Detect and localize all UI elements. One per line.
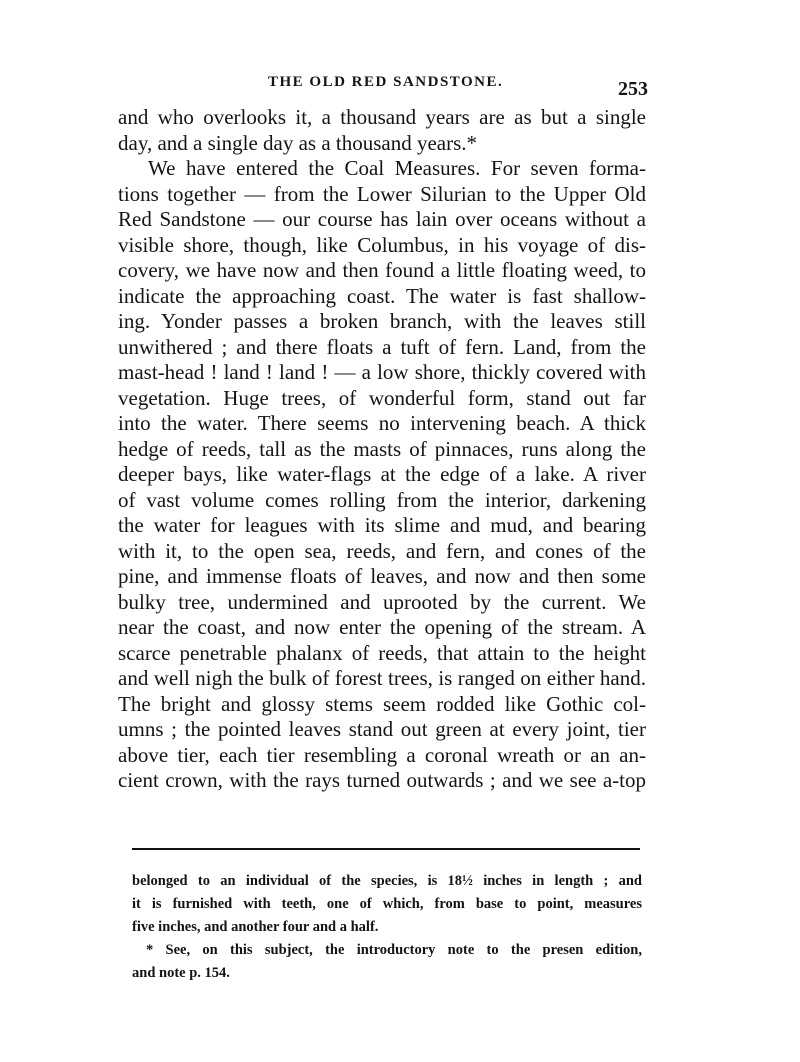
text-line: unwithered ; and there floats a tuft of fern. Land, from the <box>118 334 646 359</box>
footnote-line: five inches, and another four and a half. <box>132 919 379 935</box>
running-title: THE OLD RED SANDSTONE. <box>268 74 504 90</box>
text-line: The bright and glossy stems seem rodded like Gothic col- <box>118 691 646 716</box>
text-line: of vast volume comes rolling from the interior, darkening <box>118 487 646 512</box>
text-line: indicate the approaching coast. The water is fast shallow- <box>118 283 646 308</box>
text-line: hedge of reeds, tall as the masts of pinnaces, runs along the <box>118 436 646 461</box>
body-text <box>118 105 646 794</box>
text-line: day, and a single day as a thousand years.* <box>118 130 478 155</box>
text-line: Red Sandstone — our course has lain over oceans without a <box>118 207 646 231</box>
text-line: and well nigh the bulk of forest trees, is ranged on either hand. <box>118 666 646 690</box>
page-header <box>110 70 670 100</box>
text-line: We have entered the Coal Measures. For seven forma- <box>148 156 646 180</box>
footnote-line: and note p. 154. <box>132 965 230 981</box>
text-line: the water for leagues with its slime and mud, and bearing <box>118 513 646 537</box>
text-line: deeper bays, like water-flags at the edge of a lake. A river <box>118 462 646 486</box>
text-line: pine, and immense floats of leaves, and now and then some <box>118 564 646 588</box>
text-line: and who overlooks it, a thousand years are as but a single <box>118 105 646 129</box>
text-line: near the coast, and now enter the opening of the stream. A <box>118 615 646 639</box>
text-line: cient crown, with the rays turned outwards ; and we see a-top <box>118 768 646 792</box>
text-line: with it, to the open sea, reeds, and fern, and cones of the <box>118 538 646 563</box>
text-line: mast-head ! land ! land ! — a low shore, thickly covered with <box>118 360 646 384</box>
text-line: scarce penetrable phalanx of reeds, that attain to the height <box>118 640 646 665</box>
footnotes <box>132 870 642 985</box>
text-line: tions together — from the Lower Silurian to the Upper Old <box>118 181 646 206</box>
footnote-divider <box>132 848 640 850</box>
text-line: ing. Yonder passes a broken branch, with the leaves still <box>118 309 646 333</box>
text-line: bulky tree, undermined and uprooted by the current. We <box>118 589 646 614</box>
footnote-line: * See, on this subject, the introductory note to the presen edition, <box>146 942 642 958</box>
text-line: above tier, each tier resembling a coronal wreath or an an- <box>118 742 646 767</box>
page-number: 253 <box>618 78 648 100</box>
text-line: umns ; the pointed leaves stand out green at every joint, tier <box>118 717 646 741</box>
text-line: covery, we have now and then found a little floating weed, to <box>118 258 646 282</box>
text-line: into the water. There seems no intervening beach. A thick <box>118 411 646 435</box>
text-line: visible shore, though, like Columbus, in his voyage of dis- <box>118 232 646 257</box>
footnote-line: belonged to an individual of the species, is 18½ inches in length ; and <box>132 873 642 889</box>
text-line: vegetation. Huge trees, of wonderful form, stand out far <box>118 385 646 410</box>
footnote-line: it is furnished with teeth, one of which, from base to point, measures <box>132 896 642 912</box>
